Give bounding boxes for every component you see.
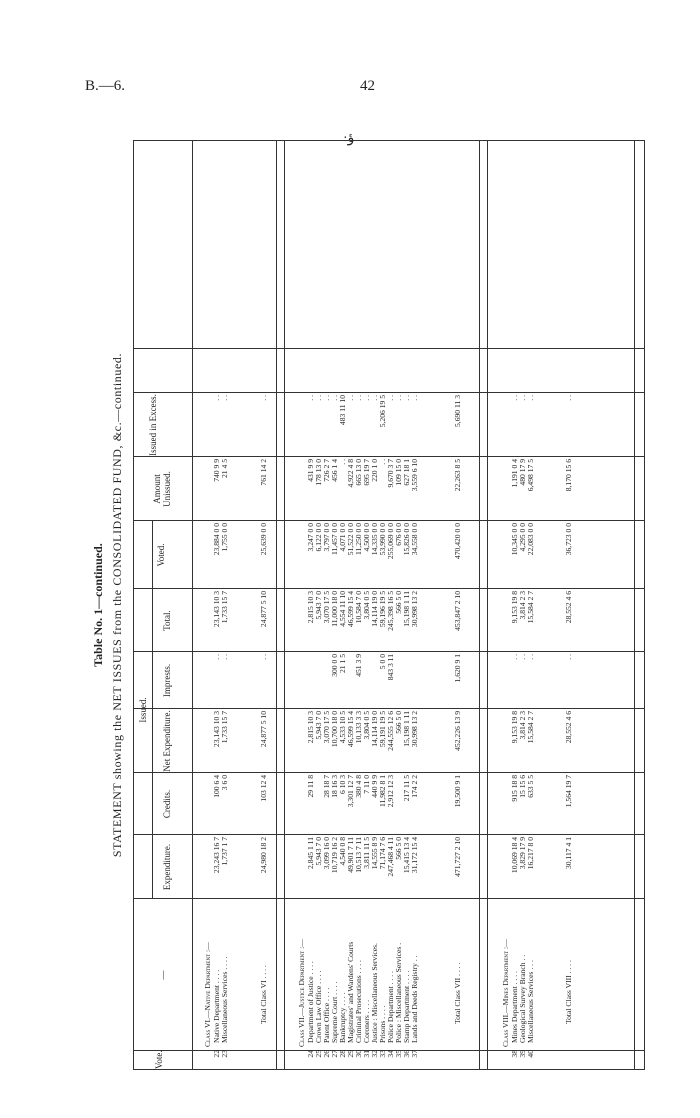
cell-excess: . . bbox=[330, 395, 339, 401]
cell-net: 452,226 13 9 bbox=[453, 711, 462, 751]
cell-voted: 6,122 0 0 bbox=[314, 523, 323, 552]
cell-imp: 451 3 9 bbox=[354, 654, 363, 677]
vote-number: 37 bbox=[410, 1050, 419, 1058]
col-credits-header: Credits. bbox=[162, 789, 172, 819]
cell-cred: 380 4 8 bbox=[354, 775, 363, 798]
col-unissued-header: Amount Unissued. bbox=[152, 471, 172, 507]
vote-number: 24 bbox=[306, 1050, 315, 1058]
col-excess-header: Issued in Excess. bbox=[148, 394, 158, 456]
cell-tot: 3,804 0 5 bbox=[362, 591, 371, 620]
cell-cred: 15 15 6 bbox=[518, 775, 527, 798]
row-description: Police Department . . . . bbox=[386, 971, 395, 1043]
vote-number: 25 bbox=[314, 1050, 323, 1058]
vote-number: 29 bbox=[346, 1050, 355, 1058]
cell-exp: 4,540 0 8 bbox=[338, 837, 347, 866]
cell-exp: 471,727 2 10 bbox=[453, 837, 462, 877]
cell-net: 566 5 0 bbox=[394, 711, 403, 734]
cell-tot: 453,847 2 10 bbox=[453, 591, 462, 631]
cell-tot: 46,599 15 4 bbox=[346, 591, 355, 628]
cell-tot: 566 5 0 bbox=[394, 591, 403, 614]
cell-unis: 726 2 7 bbox=[322, 459, 331, 482]
cell-exp: 10,719 16 2 bbox=[330, 837, 339, 874]
cell-excess: . . bbox=[410, 395, 419, 401]
statement-title: STATEMENT showing the NET ISSUES from the CONSOLIDATED FUND, &c.—continued. bbox=[110, 352, 124, 858]
vote-number: 27 bbox=[330, 1050, 339, 1058]
cell-excess: . . bbox=[402, 395, 411, 401]
cell-exp: 23,243 16 7 bbox=[212, 837, 221, 874]
vote-number: 28 bbox=[338, 1050, 347, 1058]
cell-cred: 3,301 12 7 bbox=[346, 775, 355, 808]
cell-exp: 10,513 7 11 bbox=[354, 837, 363, 873]
cell-voted: 470,420 0 0 bbox=[453, 523, 462, 560]
cell-voted: 11,457 0 0 bbox=[330, 523, 339, 555]
cell-net: 10,133 3 3 bbox=[354, 711, 363, 744]
cell-unis: 22,263 8 5 bbox=[453, 459, 462, 492]
row-description: Coroners . . . . bbox=[362, 999, 371, 1043]
print-mark: ·ؤ bbox=[343, 131, 355, 146]
cell-voted: 1,755 0 0 bbox=[220, 523, 229, 552]
cell-net: 14,114 19 0 bbox=[370, 711, 379, 747]
cell-net: 28,552 4 6 bbox=[564, 711, 573, 744]
cell-voted: 25,639 0 0 bbox=[259, 523, 268, 556]
row-description: Prisons . . . . bbox=[378, 1005, 387, 1043]
row-description: Total Class VII . . . . bbox=[453, 962, 462, 1024]
cell-net: 9,153 19 8 bbox=[510, 711, 519, 744]
cell-imp: . . bbox=[259, 654, 268, 660]
cell-voted: 4,295 0 0 bbox=[518, 523, 527, 552]
row-description: Native Department . . . . bbox=[212, 969, 221, 1043]
cell-unis: . . bbox=[378, 459, 387, 465]
cell-cred: 6 10 3 bbox=[338, 775, 347, 794]
cell-tot: 4,554 11 10 bbox=[338, 591, 347, 627]
col-net-header: Net Expenditure. bbox=[162, 710, 172, 772]
col-voted-header: Voted. bbox=[156, 543, 166, 567]
row-description: Department of Justice . . . . bbox=[306, 961, 315, 1043]
cell-exp: 24,980 18 2 bbox=[259, 837, 268, 874]
cell-net: 244,555 12 6 bbox=[386, 711, 395, 751]
cell-net: 3,814 2 3 bbox=[518, 711, 527, 740]
cell-cred: 915 18 8 bbox=[510, 775, 519, 802]
cell-exp: 10,069 18 4 bbox=[510, 837, 519, 874]
cell-cred: 440 9 9 bbox=[370, 775, 379, 798]
cell-voted: 10,345 0 0 bbox=[510, 523, 519, 556]
cell-exp: 30,117 4 1 bbox=[564, 837, 573, 869]
cell-net: 59,191 19 5 bbox=[378, 711, 387, 748]
cell-imp: 21 1 5 bbox=[338, 654, 347, 673]
cell-tot: 2,815 10 3 bbox=[306, 591, 315, 624]
cell-cred: 19,500 9 1 bbox=[453, 775, 462, 808]
cell-net: 23,143 10 3 bbox=[212, 711, 221, 748]
col-desc-header: — bbox=[158, 970, 168, 980]
col-issued-header: Issued. bbox=[138, 697, 148, 723]
cell-exp: 5,943 7 0 bbox=[314, 837, 323, 866]
cell-imp: . . bbox=[564, 654, 573, 660]
cell-unis: 480 17 9 bbox=[518, 459, 527, 486]
cell-exp: 15,415 13 4 bbox=[402, 837, 411, 874]
cell-cred: 3 6 0 bbox=[220, 775, 229, 791]
cell-excess: . . bbox=[510, 395, 519, 401]
cell-voted: 34,558 0 0 bbox=[410, 523, 419, 556]
cell-voted: 53,990 0 0 bbox=[378, 523, 387, 556]
cell-excess: . . bbox=[386, 395, 395, 401]
cell-unis: 740 9 9 bbox=[212, 459, 221, 482]
row-description: Class VII.—Justice Department :— bbox=[297, 939, 306, 1047]
cell-cred: 100 6 4 bbox=[212, 775, 221, 798]
cell-excess: . . bbox=[370, 395, 379, 401]
cell-tot: 14,114 19 0 bbox=[370, 591, 379, 627]
vote-number: 36 bbox=[402, 1050, 411, 1058]
cell-exp: 16,217 8 0 bbox=[526, 837, 535, 870]
cell-voted: 15,826 0 0 bbox=[402, 523, 411, 556]
cell-excess: . . bbox=[306, 395, 315, 401]
cell-excess: . . bbox=[362, 395, 371, 401]
row-description: Justice : Miscellaneous Services. bbox=[370, 943, 379, 1043]
col-expenditure-header: Expenditure. bbox=[162, 843, 172, 891]
cell-unis: 178 13 0 bbox=[314, 459, 323, 486]
cell-voted: 4,071 0 0 bbox=[338, 523, 347, 552]
cell-tot: 5,943 7 0 bbox=[314, 591, 323, 620]
cell-exp: 71,174 7 6 bbox=[378, 837, 387, 870]
vote-number: 38 bbox=[510, 1050, 519, 1058]
cell-imp: 1,620 9 1 bbox=[453, 654, 462, 683]
cell-unis: 431 9 9 bbox=[306, 459, 315, 482]
cell-exp: 566 5 0 bbox=[394, 837, 403, 860]
cell-net: 46,599 15 4 bbox=[346, 711, 355, 748]
cell-unis: 8,170 15 6 bbox=[564, 459, 573, 492]
cell-excess: . . bbox=[394, 395, 403, 401]
cell-exp: 3,099 16 0 bbox=[322, 837, 331, 870]
col-vote-header: Vote. bbox=[154, 1050, 164, 1069]
cell-unis: 6,498 17 5 bbox=[526, 459, 535, 492]
cell-cred: 29 11 8 bbox=[306, 775, 315, 798]
row-description: Total Class VIII . . . . bbox=[564, 960, 573, 1024]
cell-unis: 21 4 5 bbox=[220, 459, 229, 478]
cell-unis: 220 1 0 bbox=[370, 459, 379, 482]
cell-voted: 22,083 0 0 bbox=[526, 523, 535, 556]
cell-unis: 761 14 2 bbox=[259, 459, 268, 486]
col-imprests-header: Imprests. bbox=[162, 663, 172, 698]
vote-number: 30 bbox=[354, 1050, 363, 1058]
cell-unis: 109 15 0 bbox=[394, 459, 403, 486]
cell-voted: 676 0 0 bbox=[394, 523, 403, 546]
cell-tot: 59,196 19 5 bbox=[378, 591, 387, 628]
vote-number: 22 bbox=[212, 1050, 221, 1058]
cell-excess: . . bbox=[526, 395, 535, 401]
cell-exp: 31,172 15 4 bbox=[410, 837, 419, 874]
cell-tot: 3,814 2 3 bbox=[518, 591, 527, 620]
cell-net: 30,998 13 2 bbox=[410, 711, 419, 748]
row-description: Magistrates' and Wardens' Courts bbox=[346, 941, 355, 1043]
cell-excess: . . bbox=[564, 395, 573, 401]
cell-tot: 10,584 7 0 bbox=[354, 591, 363, 624]
cell-tot: 15,198 1 11 bbox=[402, 591, 411, 627]
row-description: Geological Survey Branch . . bbox=[518, 954, 527, 1043]
row-description: Miscellaneous Services . . . . bbox=[220, 956, 229, 1043]
cell-imp: 300 0 0 bbox=[330, 654, 339, 677]
cell-tot: 245,398 16 5 bbox=[386, 591, 395, 631]
row-description: Stamp Department . . . . bbox=[402, 970, 411, 1043]
cell-unis: 627 18 1 bbox=[402, 459, 411, 486]
row-description: Patent Office . . . . bbox=[322, 987, 331, 1043]
cell-cred: 1,564 19 7 bbox=[564, 775, 573, 808]
cell-cred: 7 11 0 bbox=[362, 775, 371, 794]
cell-unis: 695 19 7 bbox=[362, 459, 371, 486]
row-description: Total Class VI . . . . bbox=[259, 965, 268, 1024]
cell-excess: 5,206 19 5 bbox=[378, 395, 387, 428]
vote-number: 33 bbox=[378, 1050, 387, 1058]
cell-excess: . . bbox=[354, 395, 363, 401]
vote-number: 35 bbox=[394, 1050, 403, 1058]
rotated-table-page bbox=[88, 140, 648, 1070]
vote-number: 34 bbox=[386, 1050, 395, 1058]
cell-unis: 9,670 3 7 bbox=[386, 459, 395, 488]
row-description: Criminal Prosecutions . . . . bbox=[354, 960, 363, 1043]
cell-imp: . . bbox=[510, 654, 519, 660]
vote-number: 32 bbox=[370, 1050, 379, 1058]
cell-cred: 18 16 3 bbox=[330, 775, 339, 798]
cell-tot: 23,143 10 3 bbox=[212, 591, 221, 628]
cell-voted: 3,797 0 0 bbox=[322, 523, 331, 552]
cell-net: 2,815 10 3 bbox=[306, 711, 315, 744]
cell-cred: 11,982 8 1 bbox=[378, 775, 387, 807]
cell-net: 15,584 2 7 bbox=[526, 711, 535, 744]
cell-imp: 843 3 11 bbox=[386, 654, 395, 681]
cell-exp: 3,829 17 9 bbox=[518, 837, 527, 870]
vote-number: 26 bbox=[322, 1050, 331, 1058]
cell-excess: 483 11 10 bbox=[338, 395, 347, 426]
cell-imp: . . bbox=[526, 654, 535, 660]
cell-voted: 23,884 0 0 bbox=[212, 523, 221, 556]
cell-tot: 15,584 2 7 bbox=[526, 591, 535, 624]
row-description: Mines Department . . . . bbox=[510, 971, 519, 1043]
cell-excess: . . bbox=[518, 395, 527, 401]
cell-tot: 24,877 5 10 bbox=[259, 591, 268, 628]
cell-voted: 11,250 0 0 bbox=[354, 523, 363, 555]
col-total-header: Total. bbox=[162, 610, 172, 631]
cell-excess: 5,690 11 3 bbox=[453, 395, 462, 427]
cell-excess: . . bbox=[212, 395, 221, 401]
cell-net: 3,070 17 5 bbox=[322, 711, 331, 744]
cell-unis: 4,922 4 8 bbox=[346, 459, 355, 488]
row-description: Lands and Deeds Registry . . bbox=[410, 955, 419, 1043]
row-description: Class VIII.—Mines Department :— bbox=[501, 939, 510, 1047]
cell-excess: . . bbox=[322, 395, 331, 401]
cell-tot: 11,000 18 0 bbox=[330, 591, 339, 627]
cell-voted: 36,723 0 0 bbox=[564, 523, 573, 556]
statement-table bbox=[133, 140, 645, 1070]
cell-net: 5,943 7 0 bbox=[314, 711, 323, 740]
cell-unis: 3,559 6 10 bbox=[410, 459, 419, 492]
cell-voted: 3,247 0 0 bbox=[306, 523, 315, 552]
cell-imp: . . bbox=[518, 654, 527, 660]
cell-unis: 1,191 0 4 bbox=[510, 459, 519, 488]
cell-unis: . . bbox=[338, 459, 347, 465]
cell-cred: 103 12 4 bbox=[259, 775, 268, 802]
cell-excess: . . bbox=[346, 395, 355, 401]
row-description: Supreme Court . . . . bbox=[330, 981, 339, 1043]
cell-unis: 456 1 4 bbox=[330, 459, 339, 482]
cell-net: 1,733 15 7 bbox=[220, 711, 229, 744]
cell-tot: 9,153 19 8 bbox=[510, 591, 519, 624]
vote-number: 23 bbox=[220, 1050, 229, 1058]
cell-voted: 14,335 0 0 bbox=[370, 523, 379, 556]
cell-net: 3,804 0 5 bbox=[362, 711, 371, 740]
cell-exp: 14,555 8 9 bbox=[370, 837, 379, 870]
cell-exp: 49,901 7 11 bbox=[346, 837, 355, 873]
cell-cred: 2,912 12 3 bbox=[386, 775, 395, 808]
row-description: Crown Law Office . . . . bbox=[314, 970, 323, 1043]
cell-exp: 3,811 11 5 bbox=[362, 837, 371, 869]
cell-voted: 4,500 0 0 bbox=[362, 523, 371, 552]
cell-voted: 51,522 0 0 bbox=[346, 523, 355, 556]
cell-cred: 633 5 5 bbox=[526, 775, 535, 798]
cell-tot: 1,733 15 7 bbox=[220, 591, 229, 624]
page-number: 42 bbox=[360, 78, 375, 94]
cell-net: 10,700 18 0 bbox=[330, 711, 339, 748]
page-reference: B.—6. bbox=[85, 78, 126, 94]
cell-cred: 28 18 7 bbox=[322, 775, 331, 798]
row-description: Bankruptcy . . . . bbox=[338, 992, 347, 1043]
cell-exp: 1,737 1 7 bbox=[220, 837, 229, 866]
cell-tot: 28,552 4 6 bbox=[564, 591, 573, 624]
cell-tot: 3,070 17 5 bbox=[322, 591, 331, 624]
cell-voted: 255,069 0 0 bbox=[386, 523, 395, 560]
cell-imp: 5 0 0 bbox=[378, 654, 387, 670]
vote-number: 40 bbox=[526, 1050, 535, 1058]
cell-excess: . . bbox=[314, 395, 323, 401]
cell-cred: 217 11 5 bbox=[402, 775, 411, 802]
row-description: Miscellaneous Services . . . bbox=[526, 960, 535, 1043]
cell-unis: 665 13 0 bbox=[354, 459, 363, 486]
row-description: Police : Miscellaneous Services . bbox=[394, 942, 403, 1043]
cell-imp: . . bbox=[220, 654, 229, 660]
cell-exp: 2,845 1 11 bbox=[306, 837, 315, 869]
cell-imp: . . bbox=[212, 654, 221, 660]
cell-tot: 30,998 13 2 bbox=[410, 591, 419, 628]
cell-net: 4,533 10 5 bbox=[338, 711, 347, 744]
cell-net: 24,877 5 10 bbox=[259, 711, 268, 748]
table-title: Table No. 1—continued. bbox=[91, 543, 105, 667]
vote-number: 39 bbox=[518, 1050, 527, 1058]
cell-exp: 247,468 4 11 bbox=[386, 837, 395, 877]
cell-excess: . . bbox=[259, 395, 268, 401]
vote-number: 31 bbox=[362, 1050, 371, 1058]
row-description: Class VI.—Native Department :— bbox=[203, 942, 212, 1047]
cell-cred: 174 2 2 bbox=[410, 775, 419, 798]
cell-net: 15,198 1 11 bbox=[402, 711, 411, 747]
cell-excess: . . bbox=[220, 395, 229, 401]
